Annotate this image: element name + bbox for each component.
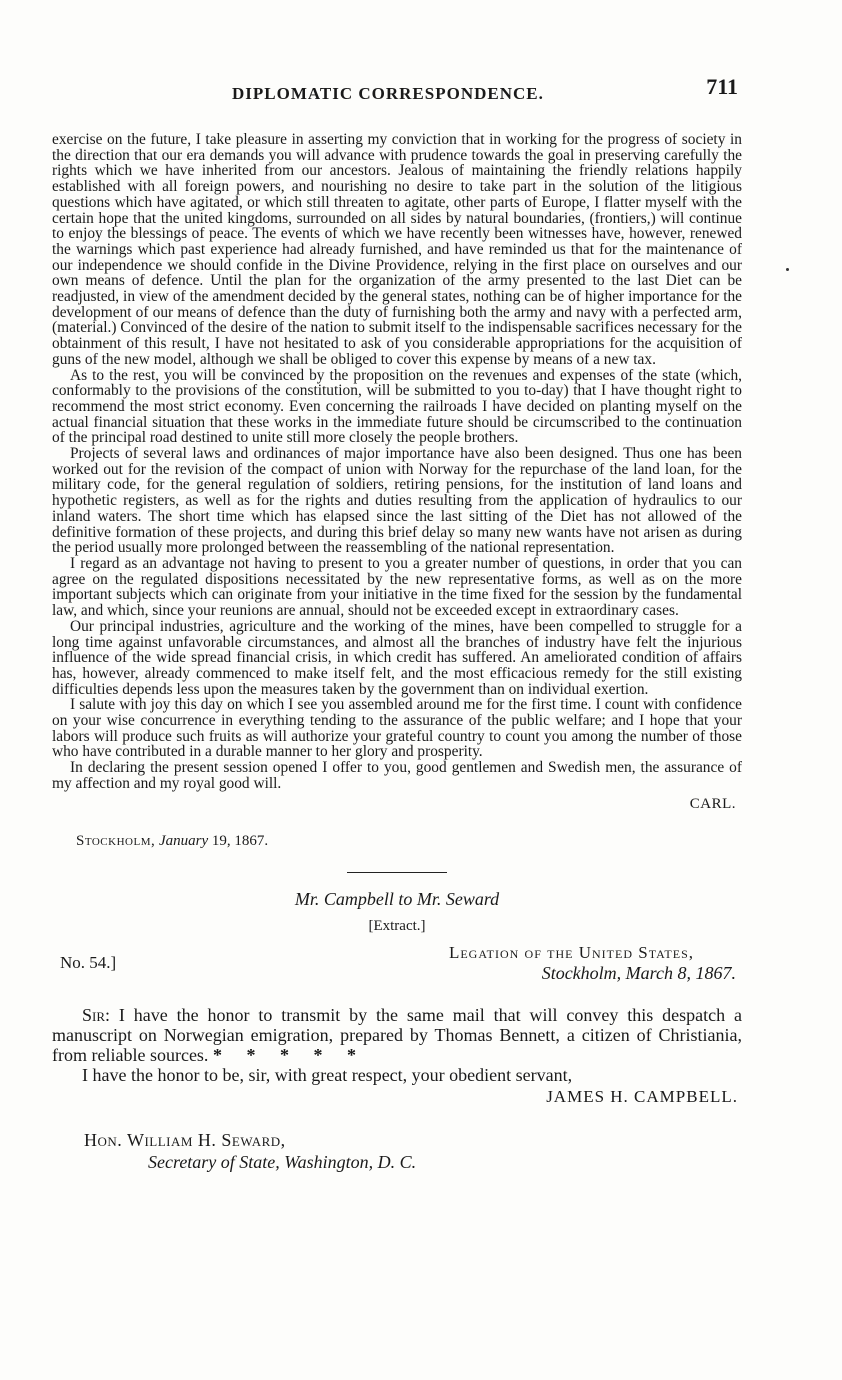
addressee-title: Secretary of State, Washington, D. C. <box>148 1151 417 1172</box>
letter-body <box>52 1005 742 1085</box>
salutation: Sir: <box>82 1004 111 1025</box>
extract-label: [Extract.] <box>368 917 426 934</box>
omission-stars: * * * * * <box>212 1044 366 1065</box>
paragraph: Our principal industries, agriculture and the working of the mines, have been compelled to struggle for a long time against unfavorable circumstances, and almost all the branches of industry have felt the injurious influence of the wide spread financial crisis, in which credit has suffered. An ameliorated condition of affairs has, however, already commenced to make itself felt, and the most efficacious remedy for the still existing difficulties depends less upon the measures taken by the government than on individual exertion. <box>52 617 742 698</box>
letter-place-date: Stockholm, March 8, 1867. <box>541 962 736 983</box>
paragraph: exercise on the future, I take pleasure in asserting my conviction that in working for the progress of society in the direction that our era demands you will advance with prudence towards the goal in preserving carefully the rights which we have inherited from our ancestors. Jealous of maintaining the friendly relations happily established with all foreign powers, and nourishing no desire to take part in the solution of the litigious questions which have agitated, or which still threaten to agitate, other parts of Europe, I flatter myself with the certain hope that the united kingdoms, surrounded on all sides by natural boundaries, (frontiers,) will continue to enjoy the blessings of peace. The events of which we have recently been witnesses have, however, renewed the warnings which past experience had already furnished, and have reminded us that for the maintenance of our independence we should confide in the Divine Providence, relying in the first place on ourselves and our own means of defence. Until the plan for the organization of the army presented to the last Diet can be readjusted, in view of the amendment decided by the general states, nothing can be of higher importance for the development of our means of defence than the duty of furnishing both the army and navy with a perfected arm, (material.) Convinced of the desire of the nation to submit itself to the indispensable sacrifices necessary for the obtainment of this result, I have not hesitated to ask of you considerable appropriations for the acquisition of guns of the new model, although we shall be obliged to cover this expense by means of a new tax. <box>52 131 742 368</box>
addressee-block <box>84 1129 742 1173</box>
dateline-day-year: 19, 1867. <box>211 832 269 849</box>
page-number: 711 <box>706 74 738 99</box>
paragraph: I salute with joy this day on which I see you assembled around me for the first time. I count with confidence on your wise concurrence in everything tending to the assurance of the public welfare; and I hope that your labors will produce such fruits as will authorize your grateful country to count you among the number of those who have contributed in a durable manner to her glory and prosperity. <box>52 696 742 761</box>
section-divider <box>347 872 447 873</box>
letter-title: Mr. Campbell to Mr. Seward <box>294 888 500 909</box>
letter-paragraph <box>52 1005 742 1065</box>
letter-number: No. 54.] <box>60 952 117 972</box>
legation-line: Legation of the United States, <box>448 942 694 962</box>
paragraph: Projects of several laws and ordinances of major importance have also been designed. Thus one has been worked out for the revision of the compact of union with Norway for the repurchase of the land loan, for the military code, for the general regulation of soldiers, retiring pensions, for the institution of land loans and hypothetic registers, as well as for the rights and duties resulting from the application of hydraulics to our inland waters. The short time which has elapsed since the last sitting of the Diet has not allowed of the definitive formation of these projects, and during this brief delay so many new wants have not arisen as during the period usually more prolonged between the reassembling of the national representation. <box>52 445 742 557</box>
margin-mark <box>786 268 789 271</box>
speech-text <box>52 132 742 792</box>
closing-line: I have the honor to be, sir, with great respect, your obedient servant, <box>82 1064 573 1085</box>
dateline-month: January <box>158 832 209 849</box>
letter-signature: JAMES H. CAMPBELL. <box>546 1086 738 1106</box>
letter-heading <box>52 943 742 993</box>
running-title: DIPLOMATIC CORRESPONDENCE. <box>232 84 544 103</box>
document-page <box>52 70 742 1173</box>
speech-signature: CARL. <box>689 795 736 812</box>
addressee-name: Hon. William H. Seward, <box>84 1129 286 1150</box>
paragraph: As to the rest, you will be convinced by the proposition on the revenues and expenses of the state (which, conformably to the provisions of the constitution, will be submitted to you to-day) that I have thought right to recommend the most strict economy. Even concerning the railroads I have decided on planting myself on the actual financial situation that these works in the immediate future should be circumscribed to the continuation of the principal road destined to unite still more closely the people brothers. <box>52 366 742 447</box>
paragraph: I regard as an advantage not having to present to you a greater number of questions, in order that you can agree on the regulated dispositions necessitated by the new representative forms, as well as on the more important subjects which can originate from your initiative in the time fixed for the session by the fundamental law, and which, since your reunions are annual, should not be exceeded except in extraordinary cases. <box>52 554 742 620</box>
letter-text: I have the honor to transmit by the same mail that will convey this despatch a manuscript on Norwegian emigration, prepared by Thomas Bennett, a citizen of Christiania, from reliable sources. <box>52 1004 743 1065</box>
dateline <box>76 833 742 850</box>
paragraph: In declaring the present session opened I offer to you, good gentlemen and Swedish men, the assurance of my affection and my royal good will. <box>52 759 742 792</box>
page-header <box>52 70 742 110</box>
dateline-place: Stockholm, <box>76 832 156 849</box>
